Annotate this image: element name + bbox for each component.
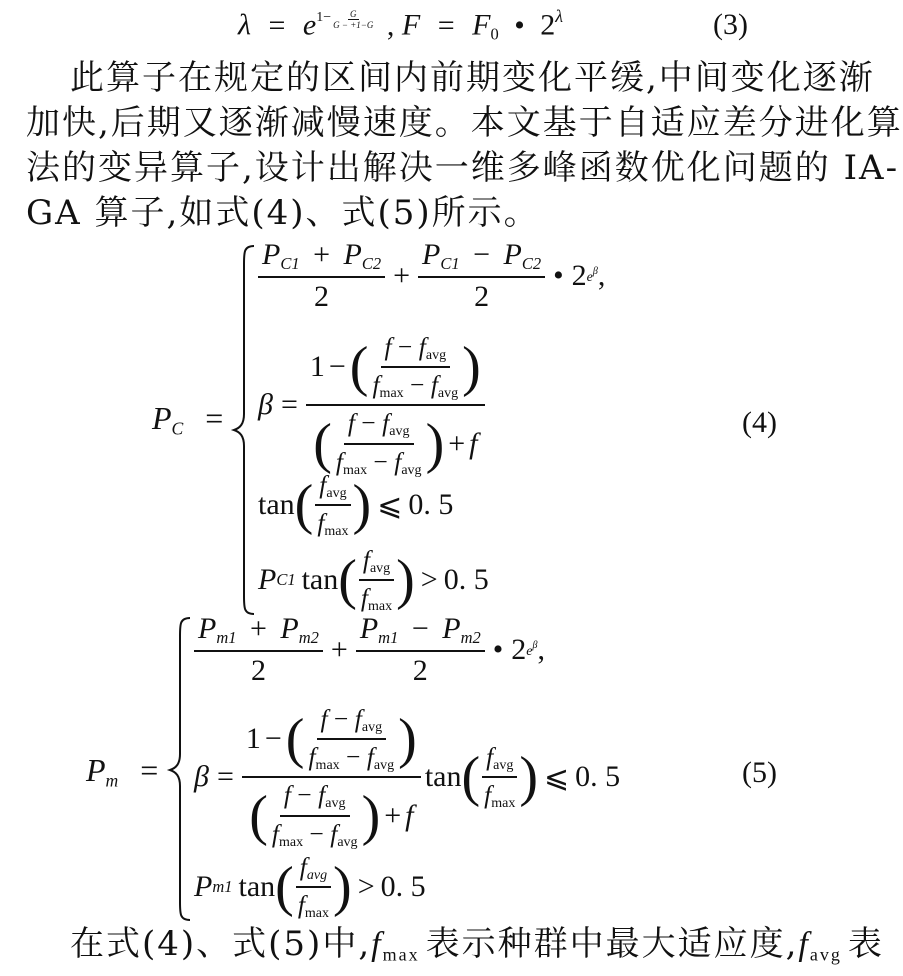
eq4-lhs-sub: C <box>171 418 184 439</box>
eq4-row4-frac: $\frac{f_{avg}}{f_{max}}$ <box>357 545 396 615</box>
eq5-beta-frac: 1 − ( $\frac{f - f_{avg}}{f_{max} - f_{avg}}$ ) ( $\frac{f - f_{avg}}{f_{max} - f_{avg}}$ ) + f <box>242 704 421 851</box>
eq3-equals: = <box>268 8 286 42</box>
eq4-equals: = <box>205 400 224 436</box>
eq4-beta: β <box>258 388 273 422</box>
eq5-row-1: $\frac{P_{m1} + P_{m2}}{2}$ + $\frac{P_{m1} - P_{m2}}{2}$ • 2 $e^\beta$ , <box>194 612 545 688</box>
eq3-F0-sub: 0 <box>490 24 499 44</box>
last-line-prefix: 在式(4)、式(5)中, <box>70 924 372 964</box>
eq4-tan-frac: $\frac{f_{avg}}{f_{max}}$ <box>313 470 352 540</box>
eq3-dot: • <box>514 8 525 42</box>
eq4-row-3: tan ( $\frac{f_{avg}}{f_{max}}$ ) ⩽ 0. 5 <box>258 470 454 540</box>
eq5-beta: β <box>194 760 209 794</box>
eq4-frac-diff: $\frac{P_{C1} - P_{C2}}{2}$ <box>418 238 545 314</box>
eq5-frac-diff: $\frac{P_{m1} - P_{m2}}{2}$ <box>356 612 485 688</box>
para-line-4: GA 算子,如式(4)、式(5)所示。 <box>26 193 540 233</box>
eq4-row-4: P C1 tan ( $\frac{f_{avg}}{f_{max}}$ ) > 0. 5 <box>258 545 489 615</box>
last-line-suffix: 表 <box>847 924 884 964</box>
eq3-lambda-sup: λ <box>555 6 564 26</box>
eq4-two: 2 <box>571 258 587 292</box>
eq4-brace <box>232 244 256 616</box>
eq3-two: 2 <box>540 8 556 42</box>
eq4-comma: , <box>597 258 606 292</box>
eq5-row-3: P m1 tan ( $\frac{f_{avg}}{f_{max}}$ ) > 0. 5 <box>194 852 426 922</box>
eq4-lhs-P: P <box>152 400 172 436</box>
eq3-lambda: λ <box>238 8 251 42</box>
eq3-exp-den: G − +1−G <box>333 19 374 30</box>
eq4-lhs <box>152 400 223 439</box>
eq4-tan: tan <box>258 488 295 522</box>
eq3-sep: , <box>386 8 395 42</box>
para-line-2: 加快,后期又逐渐减慢速度。本文基于自适应差分进化算 <box>26 103 903 143</box>
eq4-row-1: $\frac{P_{C1} + P_{C2}}{2}$ + $\frac{P_{C1} - P_{C2}}{2}$ • 2 $e^\beta$ , <box>258 238 605 314</box>
eq4-frac-sum: $\frac{P_{C1} + P_{C2}}{2}$ <box>258 238 385 314</box>
para-line-3: 法的变异算子,设计出解决一维多峰函数优化问题的 IA- <box>26 148 900 188</box>
eq3-exp-prefix: 1− <box>316 9 332 25</box>
eq5-equals: = <box>140 752 159 788</box>
eq4-dot: • <box>553 258 564 292</box>
eq5-lhs-P: P <box>86 752 106 788</box>
eq5-frac-sum: $\frac{P_{m1} + P_{m2}}{2}$ <box>194 612 323 688</box>
eq5-number: (5) <box>742 756 777 789</box>
eq3-F0: F <box>472 8 491 42</box>
eq3-F: F <box>401 8 421 42</box>
eq3-base-e: e <box>302 8 317 42</box>
eq4-beta-frac: 1 − ( $\frac{f - f_{avg}}{f_{max} - f_{avg}}$ ) ( $\frac{f - f_{avg}}{f_{max} - f_{avg}}$ ) + f <box>306 332 485 479</box>
last-line: 在式(4)、式(5)中$,f_{max}$ 表示种群中最大适应度$,f_{avg}$ 表 <box>70 924 884 965</box>
para-line-1: 此算子在规定的区间内前期变化平缓,中间变化逐渐 <box>70 58 875 98</box>
eq4-number: (4) <box>742 406 777 439</box>
eq3-number: (3) <box>713 8 748 41</box>
eq5-lhs-sub: m <box>105 770 119 791</box>
eq5-brace <box>168 616 192 922</box>
eq5-row-2: β = 1 − ( $\frac{f - f_{avg}}{f_{max} - f_{avg}}$ ) ( $\frac{f - f_{avg}}{f_{max} - f_{avg}}$ ) + f tan ( $\frac{f_{avg}}{f_{max}}$ ) ⩽ 0. 5 <box>194 704 621 850</box>
eq3-exp-num: G <box>350 8 357 19</box>
eq4-row-2: β = 1 − ( $\frac{f - f_{avg}}{f_{max} - f_{avg}}$ ) ( $\frac{f - f_{avg}}{f_{max} - f_{avg}}$ ) + f <box>258 332 485 479</box>
eq5-lhs <box>86 752 158 791</box>
eq3-equals-2: = <box>437 8 455 42</box>
last-line-mid: 表示种群中最大适应度, <box>425 924 799 964</box>
eq4-plus: + <box>393 258 411 292</box>
equation-3 <box>238 6 563 45</box>
